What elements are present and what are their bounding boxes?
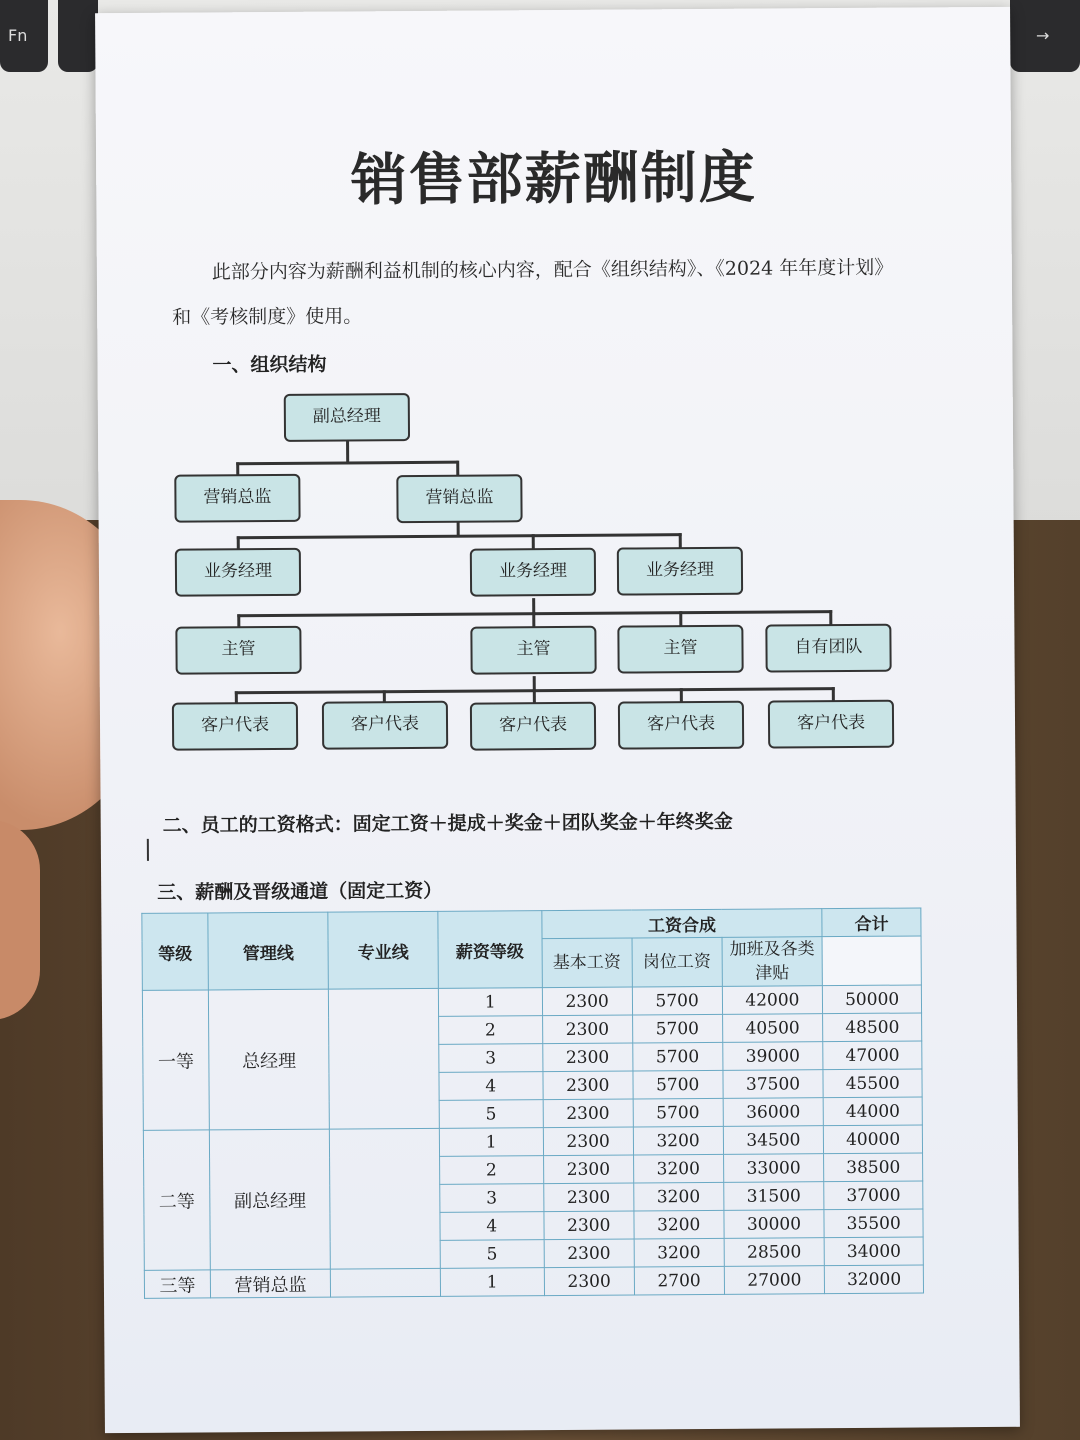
- salary-level-cell: 3: [439, 1184, 543, 1213]
- connector: [680, 688, 683, 702]
- header-base-salary: 基本工资: [542, 938, 632, 988]
- grade-cell: 三等: [144, 1270, 210, 1298]
- salary-level-cell: 1: [440, 1268, 544, 1297]
- salary-level-cell: 1: [439, 1128, 543, 1157]
- total-cell: 45500: [823, 1069, 922, 1098]
- hand-finger: [0, 820, 40, 1020]
- overtime-cell: 34500: [723, 1126, 824, 1155]
- section-heading-org: 一、组织结构: [212, 353, 327, 377]
- total-cell: 50000: [823, 985, 922, 1014]
- header-mgmt-line: 管理线: [208, 912, 329, 990]
- org-node-rep: 客户代表: [618, 701, 744, 750]
- org-node-rep: 客户代表: [172, 702, 298, 751]
- header-composition: 工资合成: [542, 909, 823, 939]
- org-node-rep: 客户代表: [470, 702, 596, 751]
- org-node-director: 营销总监: [174, 474, 300, 523]
- section-heading-salary-channel: 三、薪酬及晋级通道（固定工资）: [157, 879, 443, 904]
- overtime-cell: 31500: [723, 1182, 824, 1211]
- connector: [533, 689, 536, 703]
- intro-paragraph-line2: 和《考核制度》使用。: [172, 305, 363, 329]
- total-cell: 48500: [823, 1013, 922, 1042]
- section-heading-salary-format: 二、员工的工资格式：固定工资＋提成＋奖金＋团队奖金＋年终奖金: [162, 810, 733, 837]
- fn-key: [0, 0, 48, 72]
- base-salary-cell: 2300: [543, 1127, 633, 1156]
- header-grade: 等级: [142, 913, 209, 990]
- base-salary-cell: 2300: [543, 1099, 633, 1128]
- post-salary-cell: 3200: [633, 1182, 723, 1211]
- overtime-cell: 33000: [723, 1154, 824, 1183]
- header-salary-level: 薪资等级: [438, 911, 543, 989]
- header-total: 合计: [822, 908, 921, 937]
- connector: [832, 687, 835, 701]
- pro-line-cell: [329, 988, 439, 1129]
- post-salary-cell: 3200: [633, 1154, 723, 1183]
- post-salary-cell: 2700: [634, 1266, 724, 1295]
- salary-level-cell: 4: [439, 1072, 543, 1101]
- overtime-cell: 28500: [724, 1238, 825, 1267]
- intro-paragraph-line1: 此部分内容为薪酬利益机制的核心内容，配合《组织结构》、《2024 年年度计划》: [211, 256, 894, 284]
- org-node-director: 营销总监: [396, 474, 522, 523]
- post-salary-cell: 5700: [633, 1098, 723, 1127]
- connector: [237, 533, 682, 539]
- pro-line-cell: [330, 1128, 440, 1269]
- text-cursor: [147, 839, 149, 861]
- total-cell: 35500: [824, 1209, 923, 1238]
- salary-level-cell: 2: [439, 1156, 543, 1185]
- base-salary-cell: 2300: [542, 987, 632, 1016]
- post-salary-cell: 3200: [634, 1210, 724, 1239]
- total-cell: 34000: [824, 1237, 923, 1266]
- fn-key-label: Fn: [8, 26, 28, 45]
- overtime-cell: 37500: [723, 1070, 824, 1099]
- org-node-supervisor: 主管: [470, 626, 596, 675]
- arrow-key: [1010, 0, 1080, 72]
- post-salary-cell: 3200: [634, 1238, 724, 1267]
- salary-level-cell: 3: [439, 1044, 543, 1073]
- salary-level-cell: 1: [438, 988, 542, 1017]
- post-salary-cell: 3200: [633, 1126, 723, 1155]
- total-cell: 32000: [825, 1265, 924, 1294]
- org-node-own-team: 自有团队: [765, 624, 891, 673]
- base-salary-cell: 2300: [544, 1239, 634, 1268]
- connector: [236, 461, 458, 466]
- pro-line-cell: [331, 1268, 441, 1297]
- total-cell: 47000: [823, 1041, 922, 1070]
- org-node-manager: 业务经理: [175, 548, 301, 597]
- windows-key: [58, 0, 98, 72]
- header-pro-line: 专业线: [328, 911, 438, 989]
- mgmt-line-cell: 总经理: [208, 989, 329, 1130]
- post-salary-cell: 5700: [632, 1042, 722, 1071]
- total-cell: 37000: [824, 1181, 923, 1210]
- post-salary-cell: 5700: [632, 986, 722, 1015]
- overtime-cell: 40500: [722, 1014, 823, 1043]
- base-salary-cell: 2300: [543, 1071, 633, 1100]
- document-page: [95, 7, 1020, 1433]
- header-post-salary: 岗位工资: [632, 937, 722, 987]
- post-salary-cell: 5700: [632, 1014, 722, 1043]
- total-cell: 44000: [823, 1097, 922, 1126]
- base-salary-cell: 2300: [542, 1015, 632, 1044]
- grade-cell: 一等: [142, 990, 209, 1130]
- base-salary-cell: 2300: [543, 1183, 633, 1212]
- arrow-key-label: →: [1036, 26, 1050, 45]
- overtime-cell: 27000: [724, 1266, 825, 1295]
- org-node-rep: 客户代表: [322, 701, 448, 750]
- overtime-cell: 42000: [722, 986, 823, 1015]
- org-node-manager: 业务经理: [617, 547, 743, 596]
- org-node-supervisor: 主管: [617, 625, 743, 674]
- salary-table-body: [142, 985, 923, 1298]
- salary-table: [141, 907, 924, 1298]
- header-total-blank: [822, 936, 921, 986]
- grade-cell: 二等: [143, 1130, 210, 1270]
- header-overtime: 加班及各类津贴: [722, 937, 823, 987]
- org-node-root: 副总经理: [284, 393, 410, 442]
- org-node-supervisor: 主管: [175, 626, 301, 675]
- mgmt-line-cell: 副总经理: [209, 1129, 330, 1270]
- org-node-manager: 业务经理: [470, 548, 596, 597]
- salary-level-cell: 4: [440, 1212, 544, 1241]
- connector: [346, 441, 349, 461]
- org-node-rep: 客户代表: [768, 700, 894, 749]
- post-salary-cell: 5700: [633, 1070, 723, 1099]
- document-title: 销售部薪酬制度: [350, 145, 757, 214]
- connector: [533, 676, 536, 690]
- overtime-cell: 39000: [722, 1042, 823, 1071]
- total-cell: 40000: [824, 1125, 923, 1154]
- salary-level-cell: 5: [439, 1100, 543, 1129]
- overtime-cell: 30000: [724, 1210, 825, 1239]
- total-cell: 38500: [824, 1153, 923, 1182]
- base-salary-cell: 2300: [543, 1155, 633, 1184]
- salary-level-cell: 2: [438, 1016, 542, 1045]
- mgmt-line-cell: 营销总监: [210, 1269, 330, 1298]
- table-row: [144, 1265, 923, 1298]
- salary-level-cell: 5: [440, 1240, 544, 1269]
- base-salary-cell: 2300: [544, 1267, 634, 1296]
- overtime-cell: 36000: [723, 1098, 824, 1127]
- base-salary-cell: 2300: [544, 1211, 634, 1240]
- base-salary-cell: 2300: [543, 1043, 633, 1072]
